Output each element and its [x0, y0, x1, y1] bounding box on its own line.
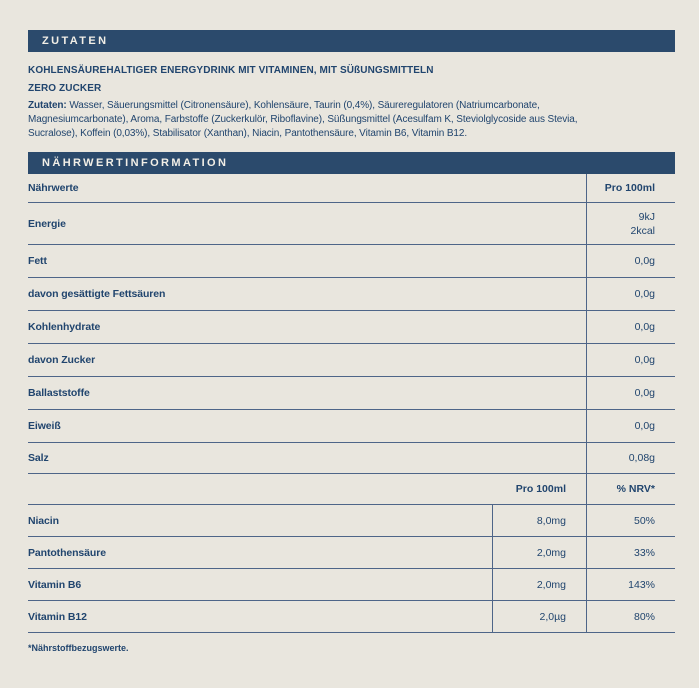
row-amount-vitamin-b6: 2,0mg: [492, 569, 586, 600]
vitamins-header-row: [28, 474, 675, 505]
row-label-niacin: Niacin: [28, 514, 59, 527]
row-value-ballaststoffe: 0,0g: [586, 377, 675, 409]
ingredients-line-2: Magnesiumcarbonate), Aroma, Farbstoffe (Zuckerkulör, Riboflavine), Süßungsmittel (Acesulfam K, Steviolglycoside aus Stevia,: [28, 114, 578, 125]
column-header-naehrwerte: Nährwerte: [28, 182, 79, 194]
nutrition-table: [28, 174, 675, 633]
ingredients-line-3: Sucralose), Koffein (0,03%), Stabilisator (Xanthan), Niacin, Pantothensäure, Vitamin B6, Vitamin B12.: [28, 128, 468, 139]
energie-value-kcal: 2kcal: [630, 224, 655, 237]
nutrition-header-bar: [28, 152, 675, 174]
row-label-vitamin-b12: Vitamin B12: [28, 610, 87, 623]
table-row: [28, 569, 675, 601]
row-label-eiweiss: Eiweiß: [28, 420, 61, 432]
ingredients-paragraph: [28, 99, 675, 141]
table-row: [28, 203, 675, 245]
table-row: [28, 443, 675, 474]
row-value-energie: [586, 203, 675, 244]
row-value-fett: 0,0g: [586, 245, 675, 277]
table-row: [28, 245, 675, 278]
row-amount-niacin: 8,0mg: [492, 505, 586, 536]
row-label-kohlenhydrate: Kohlenhydrate: [28, 321, 101, 333]
row-nrv-niacin: 50%: [586, 505, 675, 536]
ingredients-label: Zutaten:: [28, 100, 67, 111]
table-row: [28, 344, 675, 377]
column-header-vitamin-pro-100ml: Pro 100ml: [515, 483, 566, 495]
ingredients-text-1: Wasser, Säuerungsmittel (Citronensäure), Kohlensäure, Taurin (0,4%), Säureregulatoren (Natriumcarbonate,: [66, 100, 540, 111]
vitamins-header-spacer: [28, 474, 492, 504]
row-value-gesaettigte-fettsaeuren: 0,0g: [586, 278, 675, 310]
table-row: [28, 311, 675, 344]
zutaten-header-title: ZUTATEN: [42, 35, 109, 47]
row-amount-pantothensaeure: 2,0mg: [492, 537, 586, 568]
row-label-pantothensaeure: Pantothensäure: [28, 546, 106, 559]
nrv-footnote: *Nährstoffbezugswerte.: [28, 643, 129, 653]
row-value-eiweiss: 0,0g: [586, 410, 675, 442]
ingredients-line-1: [28, 99, 675, 113]
row-label-vitamin-b6: Vitamin B6: [28, 578, 82, 591]
zutaten-header-bar: [28, 30, 675, 52]
table-row: [28, 278, 675, 311]
row-nrv-vitamin-b12: 80%: [586, 601, 675, 632]
row-amount-vitamin-b12: 2,0µg: [492, 601, 586, 632]
row-label-ballaststoffe: Ballaststoffe: [28, 387, 90, 399]
row-value-salz: 0,08g: [586, 443, 675, 473]
table-row: [28, 537, 675, 569]
row-value-davon-zucker: 0,0g: [586, 344, 675, 376]
table-row: [28, 377, 675, 410]
nutrition-header-title: NÄHRWERTINFORMATION: [42, 157, 229, 169]
energie-value-kj: 9kJ: [638, 210, 655, 223]
row-label-energie: Energie: [28, 217, 66, 230]
row-label-fett: Fett: [28, 255, 47, 267]
row-nrv-vitamin-b6: 143%: [586, 569, 675, 600]
product-subline: ZERO ZUCKER: [28, 83, 102, 94]
row-value-kohlenhydrate: 0,0g: [586, 311, 675, 343]
table-row: [28, 601, 675, 633]
row-label-gesaettigte-fettsaeuren: davon gesättigte Fettsäuren: [28, 288, 166, 300]
row-label-davon-zucker: davon Zucker: [28, 354, 96, 366]
table-header-row: [28, 174, 675, 203]
column-header-nrv: % NRV*: [586, 474, 675, 504]
table-row: [28, 505, 675, 537]
row-label-salz: Salz: [28, 452, 49, 464]
label-content: [28, 30, 675, 653]
product-headline: KOHLENSÄUREHALTIGER ENERGYDRINK MIT VITAMINEN, MIT SÜßUNGSMITTELN: [28, 65, 434, 76]
table-row: [28, 410, 675, 443]
row-nrv-pantothensaeure: 33%: [586, 537, 675, 568]
column-header-pro-100ml: Pro 100ml: [586, 174, 675, 202]
